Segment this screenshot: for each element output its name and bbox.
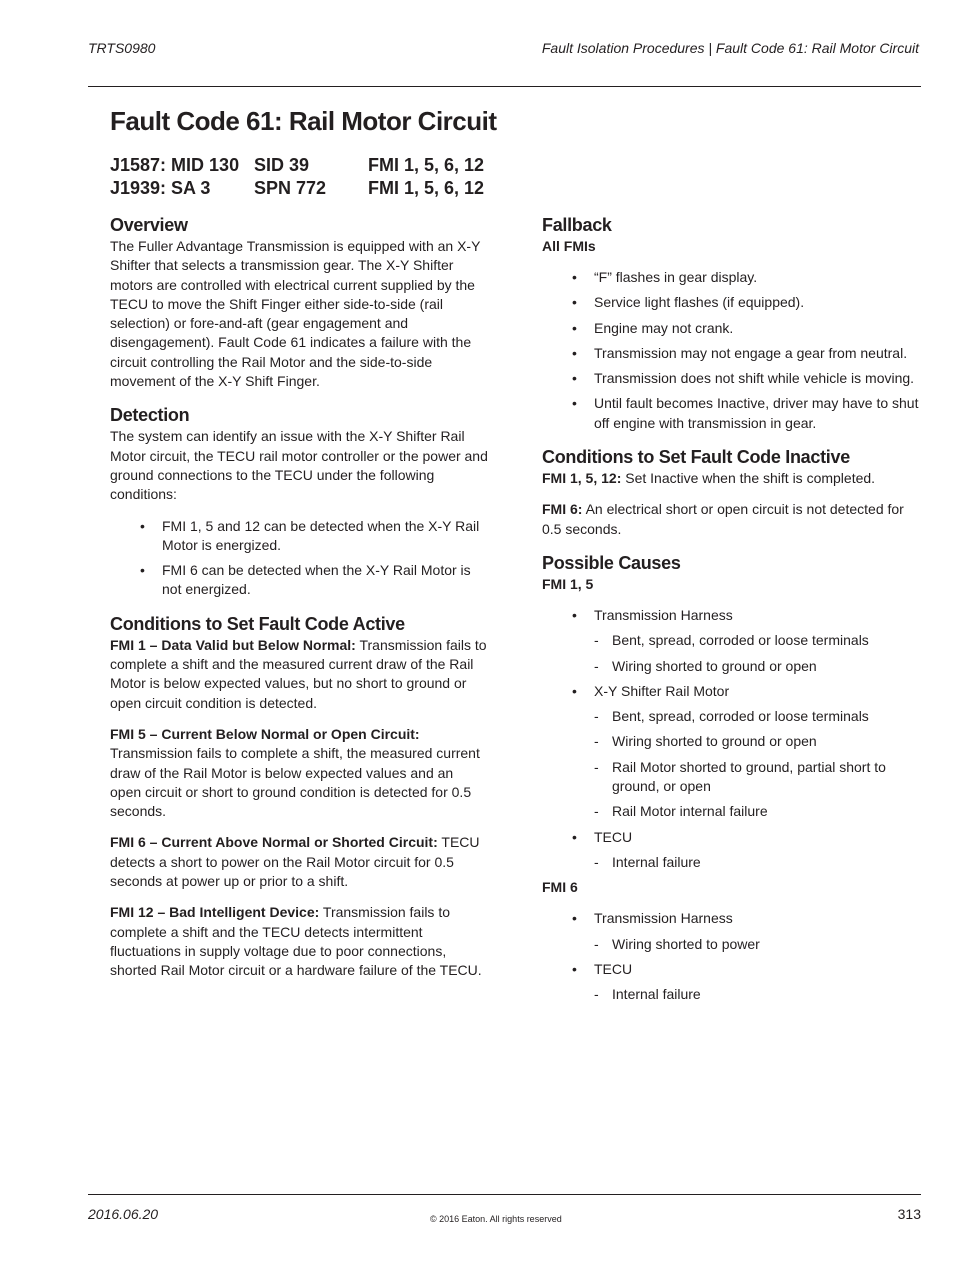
cause-item: - Rail Motor internal failure [594, 802, 926, 821]
right-column [542, 213, 926, 1010]
condition-text: Transmission fails to complete a shift and the TECU detects intermittent fluctuations in supply voltage due to poor connections, shorted Rail Motor circuit or a hardware failure of the TECU. [110, 904, 482, 979]
inactive-conditions-section [542, 445, 926, 539]
cause-item: - Wiring shorted to ground or open [594, 732, 926, 751]
page-title: Fault Code 61: Rail Motor Circuit [110, 106, 497, 136]
cause-item: - Rail Motor shorted to ground, partial short to ground, or open [594, 758, 926, 797]
overview-text: The Fuller Advantage Transmission is equipped with an X-Y Shifter that selects a transmission gear. The X-Y Shifter motors are controlled with electrical current supplied by the TECU to move the Shift Finger either side-to-side (rail selection) or fore-and-aft (gear engagement and disengagement). Fault Code 61 indicates a failure with the circuit controlling the Rail Motor and the side-to-side movement of the X-Y Shift Finger. [110, 238, 481, 390]
list-item: • FMI 1, 5 and 12 can be detected when the X-Y Rail Motor is energized. [110, 517, 488, 556]
detection-heading: Detection [110, 405, 190, 426]
inactive-fmi-1-5-12 [542, 469, 926, 488]
fallback-heading: Fallback [542, 215, 612, 235]
cause-item: - Internal failure [594, 985, 926, 1004]
cause-group-name: Transmission Harness [594, 910, 733, 927]
cause-item: - Bent, spread, corroded or loose terminals [594, 631, 926, 650]
cause-items [594, 853, 926, 872]
cause-items [594, 707, 926, 821]
cause-group [542, 960, 926, 1005]
footer-date: 2016.06.20 [88, 1206, 159, 1222]
list-item: • Service light flashes (if equipped). [542, 293, 926, 312]
header-section: Fault Isolation Procedures | Fault Code 61: Rail Motor Circuit [541, 40, 919, 56]
footer-copyright: © 2016 Eaton. All rights reserved [430, 1214, 562, 1224]
cause-group-name: TECU [594, 828, 633, 845]
code-id: SID 39 [254, 155, 310, 175]
condition-label: FMI 5 – Current Below Normal or Open Circuit: [110, 725, 420, 742]
header-divider [88, 86, 921, 87]
code-row-j1939 [110, 177, 484, 200]
code-row-j1587 [110, 154, 484, 177]
condition-text: TECU detects a short to power on the Rail Motor circuit for 0.5 seconds at power up or prior to a shift. [110, 834, 480, 890]
cause-item: - Wiring shorted to ground or open [594, 657, 926, 676]
cause-items [594, 631, 926, 676]
cause-group [542, 606, 926, 676]
condition-label: FMI 6 – Current Above Normal or Shorted Circuit: [110, 834, 438, 851]
fallback-subheading: All FMIs [542, 238, 596, 254]
page-number: 313 [897, 1206, 921, 1222]
condition-text: Transmission fails to complete a shift and the measured current draw of the Rail Motor is below expected values, but no short to ground or open circuit condition is detected. [110, 636, 487, 711]
condition-text: Set Inactive when the shift is completed. [621, 470, 876, 487]
cause-group-name: X-Y Shifter Rail Motor [594, 682, 730, 699]
code-fmi: FMI 1, 5, 6, 12 [368, 155, 485, 175]
code-id: SPN 772 [254, 178, 327, 198]
list-item: • Transmission may not engage a gear from neutral. [542, 344, 926, 363]
list-item: • FMI 6 can be detected when the X-Y Rail Motor is not energized. [110, 561, 488, 600]
causes-fmi-6-list [542, 909, 926, 1004]
fallback-list [542, 268, 926, 433]
cause-item: - Bent, spread, corroded or loose terminals [594, 707, 926, 726]
overview-heading: Overview [110, 215, 188, 235]
active-conditions-heading: Conditions to Set Fault Code Active [110, 613, 405, 634]
cause-group [542, 682, 926, 822]
cause-items [594, 935, 926, 954]
cause-item: - Wiring shorted to power [594, 935, 926, 954]
cause-group-name: Transmission Harness [594, 606, 733, 623]
causes-fmi-1-5-list [542, 606, 926, 872]
fmi-5-condition [110, 725, 488, 821]
active-conditions-section [110, 612, 488, 981]
condition-label: FMI 12 – Bad Intelligent Device: [110, 904, 320, 921]
cause-group-name: TECU [594, 960, 633, 977]
condition-text: An electrical short or open circuit is not detected for 0.5 seconds. [542, 501, 904, 537]
detection-list [110, 517, 488, 600]
list-item: • “F” flashes in gear display. [542, 268, 926, 287]
overview-section [110, 213, 488, 391]
fault-code-table [110, 154, 484, 200]
header-doc-id: TRTS0980 [88, 40, 156, 56]
footer-divider [88, 1194, 921, 1195]
code-standard: J1587: MID 130 [110, 155, 240, 175]
code-fmi: FMI 1, 5, 6, 12 [368, 178, 485, 198]
condition-label: FMI 6: [542, 501, 583, 518]
condition-label: FMI 1, 5, 12: [542, 470, 622, 487]
fallback-section [542, 213, 926, 433]
list-item: • Until fault becomes Inactive, driver may have to shut off engine with transmission in gear. [542, 394, 926, 433]
condition-text: Transmission fails to complete a shift, the measured current draw of the Rail Motor is below expected values and an open circuit or short to ground condition is detected for 0.5 seconds. [110, 745, 480, 820]
inactive-fmi-6 [542, 500, 926, 539]
fmi-6-condition [110, 833, 488, 891]
condition-label: FMI 1 – Data Valid but Below Normal: [110, 636, 356, 653]
list-item: • Engine may not crank. [542, 319, 926, 338]
cause-group [542, 909, 926, 954]
detection-section [110, 403, 488, 599]
fmi-12-condition [110, 903, 488, 980]
detection-text: The system can identify an issue with the X-Y Shifter Rail Motor circuit, the TECU rail motor controller or the power and ground connections to the TECU under the following conditions: [110, 428, 488, 503]
fmi-1-condition [110, 636, 488, 713]
list-item: • Transmission does not shift while vehicle is moving. [542, 369, 926, 388]
causes-fmi-1-5-label: FMI 1, 5 [542, 575, 594, 592]
cause-items [594, 985, 926, 1004]
cause-item: - Internal failure [594, 853, 926, 872]
causes-fmi-6-label: FMI 6 [542, 879, 578, 896]
code-standard: J1939: SA 3 [110, 178, 211, 198]
inactive-conditions-heading: Conditions to Set Fault Code Inactive [542, 447, 850, 468]
possible-causes-heading: Possible Causes [542, 552, 681, 573]
possible-causes-section [542, 551, 926, 1004]
left-column [110, 213, 488, 981]
cause-group [542, 828, 926, 873]
